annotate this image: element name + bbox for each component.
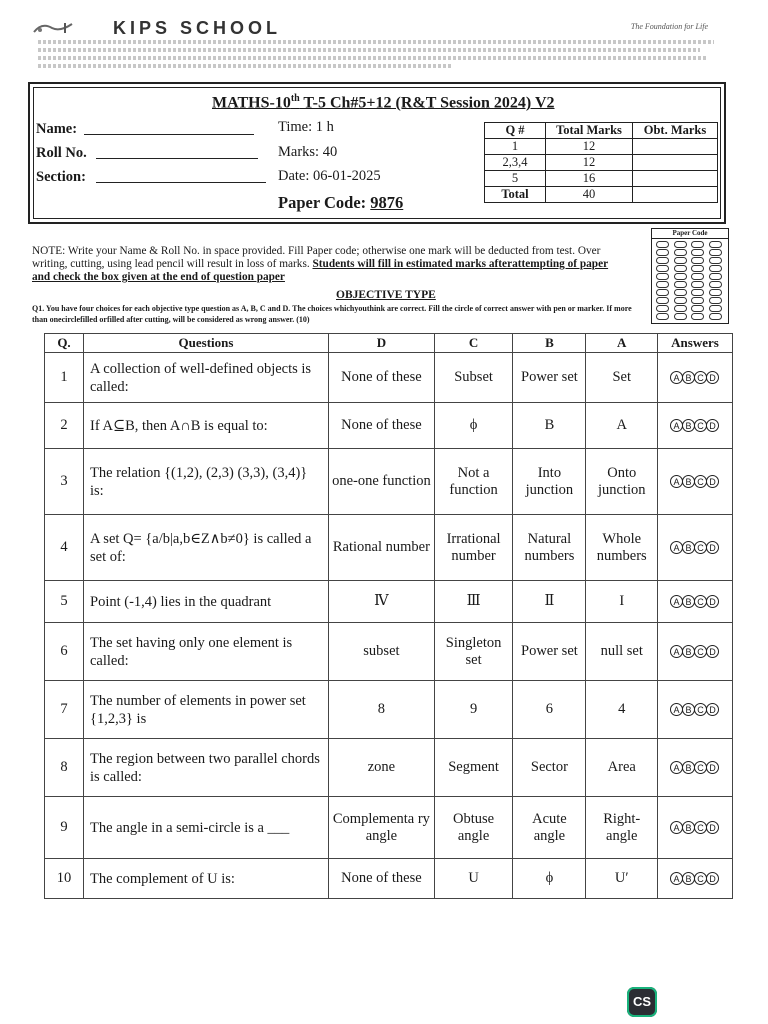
- marks-row: 1 12: [485, 139, 718, 155]
- mcq-row: [45, 403, 733, 449]
- paper-code-bubble[interactable]: [691, 313, 704, 320]
- col-header-d: D: [329, 334, 435, 353]
- paper-code-grid-label: Paper Code: [652, 229, 728, 239]
- paper-code-bubble-grid: [651, 228, 729, 324]
- col-header-c: C: [434, 334, 513, 353]
- roll-label: Roll No.: [36, 145, 87, 161]
- paper-code-bubble[interactable]: [674, 265, 687, 272]
- paper-code-bubble[interactable]: [674, 257, 687, 264]
- option-d: one-one function: [329, 449, 435, 515]
- note-text: NOTE: Write your Name & Roll No. in space provided. Fill Paper code; otherwise one mark will be deducted from test. Over writing, cutting, using lead pencil will result in loss of marks. Students will fill in estimated marks afterattempting of paper and check the box given at the end of question paper: [32, 245, 609, 283]
- paper-code-bubble[interactable]: [656, 297, 669, 304]
- option-d: zone: [329, 739, 435, 797]
- question-number: 5: [45, 581, 84, 623]
- option-a: I: [586, 581, 658, 623]
- answer-bubble-a[interactable]: A: [670, 541, 683, 554]
- answer-bubble-a[interactable]: A: [670, 703, 683, 716]
- option-d: 8: [329, 681, 435, 739]
- answer-bubble-a[interactable]: A: [670, 419, 683, 432]
- option-a: Set: [586, 353, 658, 403]
- question-text: The region between two parallel chords is called:: [84, 739, 329, 797]
- question-number: 8: [45, 739, 84, 797]
- question-number: 7: [45, 681, 84, 739]
- name-field[interactable]: [84, 134, 254, 135]
- paper-code-bubble[interactable]: [656, 305, 669, 312]
- paper-code-bubble[interactable]: [656, 313, 669, 320]
- option-d: None of these: [329, 353, 435, 403]
- answer-bubble-a[interactable]: A: [670, 475, 683, 488]
- option-c: Irrational number: [434, 515, 513, 581]
- marks-row-total: Total 40: [485, 187, 718, 203]
- marks-row: 2,3,4 12: [485, 155, 718, 171]
- answer-bubble-d[interactable]: D: [706, 541, 719, 554]
- answer-bubble-d[interactable]: D: [706, 872, 719, 885]
- option-c: U: [434, 859, 513, 899]
- col-header-answers: Answers: [658, 334, 733, 353]
- paper-code-bubble[interactable]: [656, 289, 669, 296]
- option-c: ϕ: [434, 403, 513, 449]
- paper-header-box: [28, 82, 726, 224]
- question-text: If A⊆B, then A∩B is equal to:: [84, 403, 329, 449]
- answer-bubble-c[interactable]: C: [694, 419, 707, 432]
- col-header-q: Q.: [45, 334, 84, 353]
- mcq-row: [45, 515, 733, 581]
- name-label: Name:: [36, 121, 78, 137]
- answer-bubbles: [658, 681, 733, 739]
- question-text: The set having only one element is called:: [84, 623, 329, 681]
- paper-code: Paper Code: 9876: [278, 193, 404, 212]
- answer-bubble-a[interactable]: A: [670, 872, 683, 885]
- question-text: The angle in a semi-circle is a ___: [84, 797, 329, 859]
- option-c: Ⅲ: [434, 581, 513, 623]
- option-b: 6: [513, 681, 586, 739]
- question-text: Point (-1,4) lies in the quadrant: [84, 581, 329, 623]
- question-number: 2: [45, 403, 84, 449]
- paper-code-bubble[interactable]: [709, 241, 722, 248]
- answer-bubble-b[interactable]: B: [682, 703, 695, 716]
- answer-bubble-d[interactable]: D: [706, 419, 719, 432]
- mcq-table: [44, 333, 733, 899]
- paper-code-bubble[interactable]: [674, 305, 687, 312]
- paper-code-bubble[interactable]: [691, 281, 704, 288]
- marks-table: [484, 122, 718, 203]
- obtained-marks-cell[interactable]: [633, 187, 718, 203]
- option-b: Sector: [513, 739, 586, 797]
- option-a: null set: [586, 623, 658, 681]
- q1-instruction: Q1. You have four choices for each objective type question as A, B, C and D. The choices whichyouthink are correct. Fill the circle of correct answer with pen or marker. If more than onecirclefilled orfilled after cutting, will be considered as wrong answer. (10): [32, 304, 632, 324]
- option-a: Whole numbers: [586, 515, 658, 581]
- marks-header-q: Q #: [485, 123, 546, 139]
- school-logo-icon: [32, 20, 78, 36]
- answer-bubble-a[interactable]: A: [670, 645, 683, 658]
- option-d: subset: [329, 623, 435, 681]
- paper-code-bubble[interactable]: [656, 281, 669, 288]
- school-header: [18, 18, 738, 40]
- paper-code-bubble[interactable]: [691, 305, 704, 312]
- option-c: Subset: [434, 353, 513, 403]
- answer-bubbles: [658, 449, 733, 515]
- answer-bubble-b[interactable]: B: [682, 821, 695, 834]
- answer-bubble-d[interactable]: D: [706, 475, 719, 488]
- mcq-header-row: [45, 334, 733, 353]
- mcq-row: [45, 353, 733, 403]
- col-header-questions: Questions: [84, 334, 329, 353]
- time-text: Time: 1 h: [278, 119, 334, 135]
- paper-code-bubble[interactable]: [709, 281, 722, 288]
- paper-code-bubble[interactable]: [691, 297, 704, 304]
- paper-code-bubble[interactable]: [709, 249, 722, 256]
- option-b: Acute angle: [513, 797, 586, 859]
- paper-code-bubble[interactable]: [691, 273, 704, 280]
- answer-bubble-b[interactable]: B: [682, 475, 695, 488]
- paper-code-bubble[interactable]: [656, 265, 669, 272]
- option-a: Onto junction: [586, 449, 658, 515]
- paper-code-bubble[interactable]: [691, 289, 704, 296]
- paper-code-bubble[interactable]: [656, 273, 669, 280]
- answer-bubble-d[interactable]: D: [706, 371, 719, 384]
- answer-bubble-c[interactable]: C: [694, 872, 707, 885]
- paper-code-bubble[interactable]: [691, 257, 704, 264]
- answer-bubble-b[interactable]: B: [682, 371, 695, 384]
- option-c: Obtuse angle: [434, 797, 513, 859]
- mcq-row: [45, 859, 733, 899]
- paper-code-bubble[interactable]: [674, 281, 687, 288]
- answer-bubble-c[interactable]: C: [694, 595, 707, 608]
- question-text: The relation {(1,2), (2,3) (3,3), (3,4)} is:: [84, 449, 329, 515]
- answer-bubble-c[interactable]: C: [694, 645, 707, 658]
- option-b: B: [513, 403, 586, 449]
- mcq-row: [45, 581, 733, 623]
- answer-bubble-b[interactable]: B: [682, 595, 695, 608]
- marks-header-obtained: Obt. Marks: [633, 123, 718, 139]
- paper-code-bubble[interactable]: [691, 241, 704, 248]
- option-c: Not a function: [434, 449, 513, 515]
- question-number: 3: [45, 449, 84, 515]
- answer-bubbles: [658, 403, 733, 449]
- question-text: A set Q= {a/b|a,b∈Z∧b≠0} is called a set of:: [84, 515, 329, 581]
- marks-row: 5 16: [485, 171, 718, 187]
- paper-code-bubble[interactable]: [656, 241, 669, 248]
- answer-bubble-b[interactable]: B: [682, 872, 695, 885]
- answer-bubbles: [658, 797, 733, 859]
- answer-bubble-d[interactable]: D: [706, 645, 719, 658]
- answer-bubble-b[interactable]: B: [682, 645, 695, 658]
- paper-code-bubble[interactable]: [674, 313, 687, 320]
- option-c: Singleton set: [434, 623, 513, 681]
- answer-bubbles: [658, 515, 733, 581]
- paper-code-bubble[interactable]: [709, 289, 722, 296]
- option-a: 4: [586, 681, 658, 739]
- option-b: ϕ: [513, 859, 586, 899]
- camscanner-badge: CS: [627, 987, 657, 1017]
- option-a: U′: [586, 859, 658, 899]
- date-text: Date: 06-01-2025: [278, 168, 381, 184]
- paper-title: MATHS-10th T-5 Ch#5+12 (R&T Session 2024) V2: [212, 93, 555, 112]
- answer-bubbles: [658, 581, 733, 623]
- paper-code-bubble[interactable]: [709, 297, 722, 304]
- mcq-row: [45, 797, 733, 859]
- answer-bubble-d[interactable]: D: [706, 703, 719, 716]
- paper-code-bubble[interactable]: [674, 241, 687, 248]
- answer-bubble-a[interactable]: A: [670, 371, 683, 384]
- school-tagline: The Foundation for Life: [630, 22, 708, 31]
- answer-bubble-c[interactable]: C: [694, 703, 707, 716]
- option-d: None of these: [329, 859, 435, 899]
- option-b: Into junction: [513, 449, 586, 515]
- obtained-marks-cell[interactable]: [633, 155, 718, 171]
- answer-bubble-c[interactable]: C: [694, 761, 707, 774]
- school-name: KIPS SCHOOL: [113, 18, 282, 38]
- paper-code-bubble[interactable]: [691, 265, 704, 272]
- answer-bubbles: [658, 353, 733, 403]
- section-field[interactable]: [96, 182, 266, 183]
- paper-code-bubble[interactable]: [674, 273, 687, 280]
- mcq-row: [45, 739, 733, 797]
- paper-code-bubble[interactable]: [709, 257, 722, 264]
- answer-bubbles: [658, 623, 733, 681]
- option-a: Right-angle: [586, 797, 658, 859]
- mcq-row: [45, 681, 733, 739]
- answer-bubbles: [658, 859, 733, 899]
- paper-code-bubble[interactable]: [656, 249, 669, 256]
- question-number: 1: [45, 353, 84, 403]
- obtained-marks-cell[interactable]: [633, 171, 718, 187]
- answer-bubble-a[interactable]: A: [670, 595, 683, 608]
- paper-code-bubble[interactable]: [674, 249, 687, 256]
- answer-bubble-d[interactable]: D: [706, 761, 719, 774]
- marks-text: Marks: 40: [278, 144, 338, 160]
- option-b: Power set: [513, 353, 586, 403]
- option-c: 9: [434, 681, 513, 739]
- option-b: Natural numbers: [513, 515, 586, 581]
- paper-code-bubble[interactable]: [674, 297, 687, 304]
- option-d: Rational number: [329, 515, 435, 581]
- col-header-b: B: [513, 334, 586, 353]
- question-number: 6: [45, 623, 84, 681]
- answer-bubble-d[interactable]: D: [706, 821, 719, 834]
- option-b: Power set: [513, 623, 586, 681]
- question-number: 9: [45, 797, 84, 859]
- answer-bubble-b[interactable]: B: [682, 761, 695, 774]
- option-d: Complementa ry angle: [329, 797, 435, 859]
- answer-bubble-c[interactable]: C: [694, 541, 707, 554]
- option-b: Ⅱ: [513, 581, 586, 623]
- question-text: The complement of U is:: [84, 859, 329, 899]
- answer-bubble-b[interactable]: B: [682, 419, 695, 432]
- school-address-blurred: [38, 40, 728, 74]
- paper-code-bubble[interactable]: [674, 289, 687, 296]
- option-a: A: [586, 403, 658, 449]
- answer-bubble-c[interactable]: C: [694, 821, 707, 834]
- answer-bubble-b[interactable]: B: [682, 541, 695, 554]
- marks-header-total: Total Marks: [546, 123, 633, 139]
- question-text: A collection of well-defined objects is called:: [84, 353, 329, 403]
- col-header-a: A: [586, 334, 658, 353]
- paper-code-bubble[interactable]: [656, 257, 669, 264]
- option-d: Ⅳ: [329, 581, 435, 623]
- objective-type-heading: OBJECTIVE TYPE: [336, 289, 436, 301]
- paper-code-bubble[interactable]: [709, 273, 722, 280]
- mcq-row: [45, 623, 733, 681]
- paper-code-bubble[interactable]: [691, 249, 704, 256]
- question-number: 4: [45, 515, 84, 581]
- answer-bubble-c[interactable]: C: [694, 475, 707, 488]
- paper-code-bubble[interactable]: [709, 265, 722, 272]
- option-c: Segment: [434, 739, 513, 797]
- question-text: The number of elements in power set {1,2,3} is: [84, 681, 329, 739]
- answer-bubble-a[interactable]: A: [670, 761, 683, 774]
- section-label: Section:: [36, 169, 86, 185]
- obtained-marks-cell[interactable]: [633, 139, 718, 155]
- paper-code-bubble[interactable]: [709, 313, 722, 320]
- answer-bubble-a[interactable]: A: [670, 821, 683, 834]
- answer-bubble-c[interactable]: C: [694, 371, 707, 384]
- answer-bubbles: [658, 739, 733, 797]
- answer-bubble-d[interactable]: D: [706, 595, 719, 608]
- option-a: Area: [586, 739, 658, 797]
- mcq-row: [45, 449, 733, 515]
- paper-code-bubble[interactable]: [709, 305, 722, 312]
- question-number: 10: [45, 859, 84, 899]
- roll-field[interactable]: [96, 158, 258, 159]
- option-d: None of these: [329, 403, 435, 449]
